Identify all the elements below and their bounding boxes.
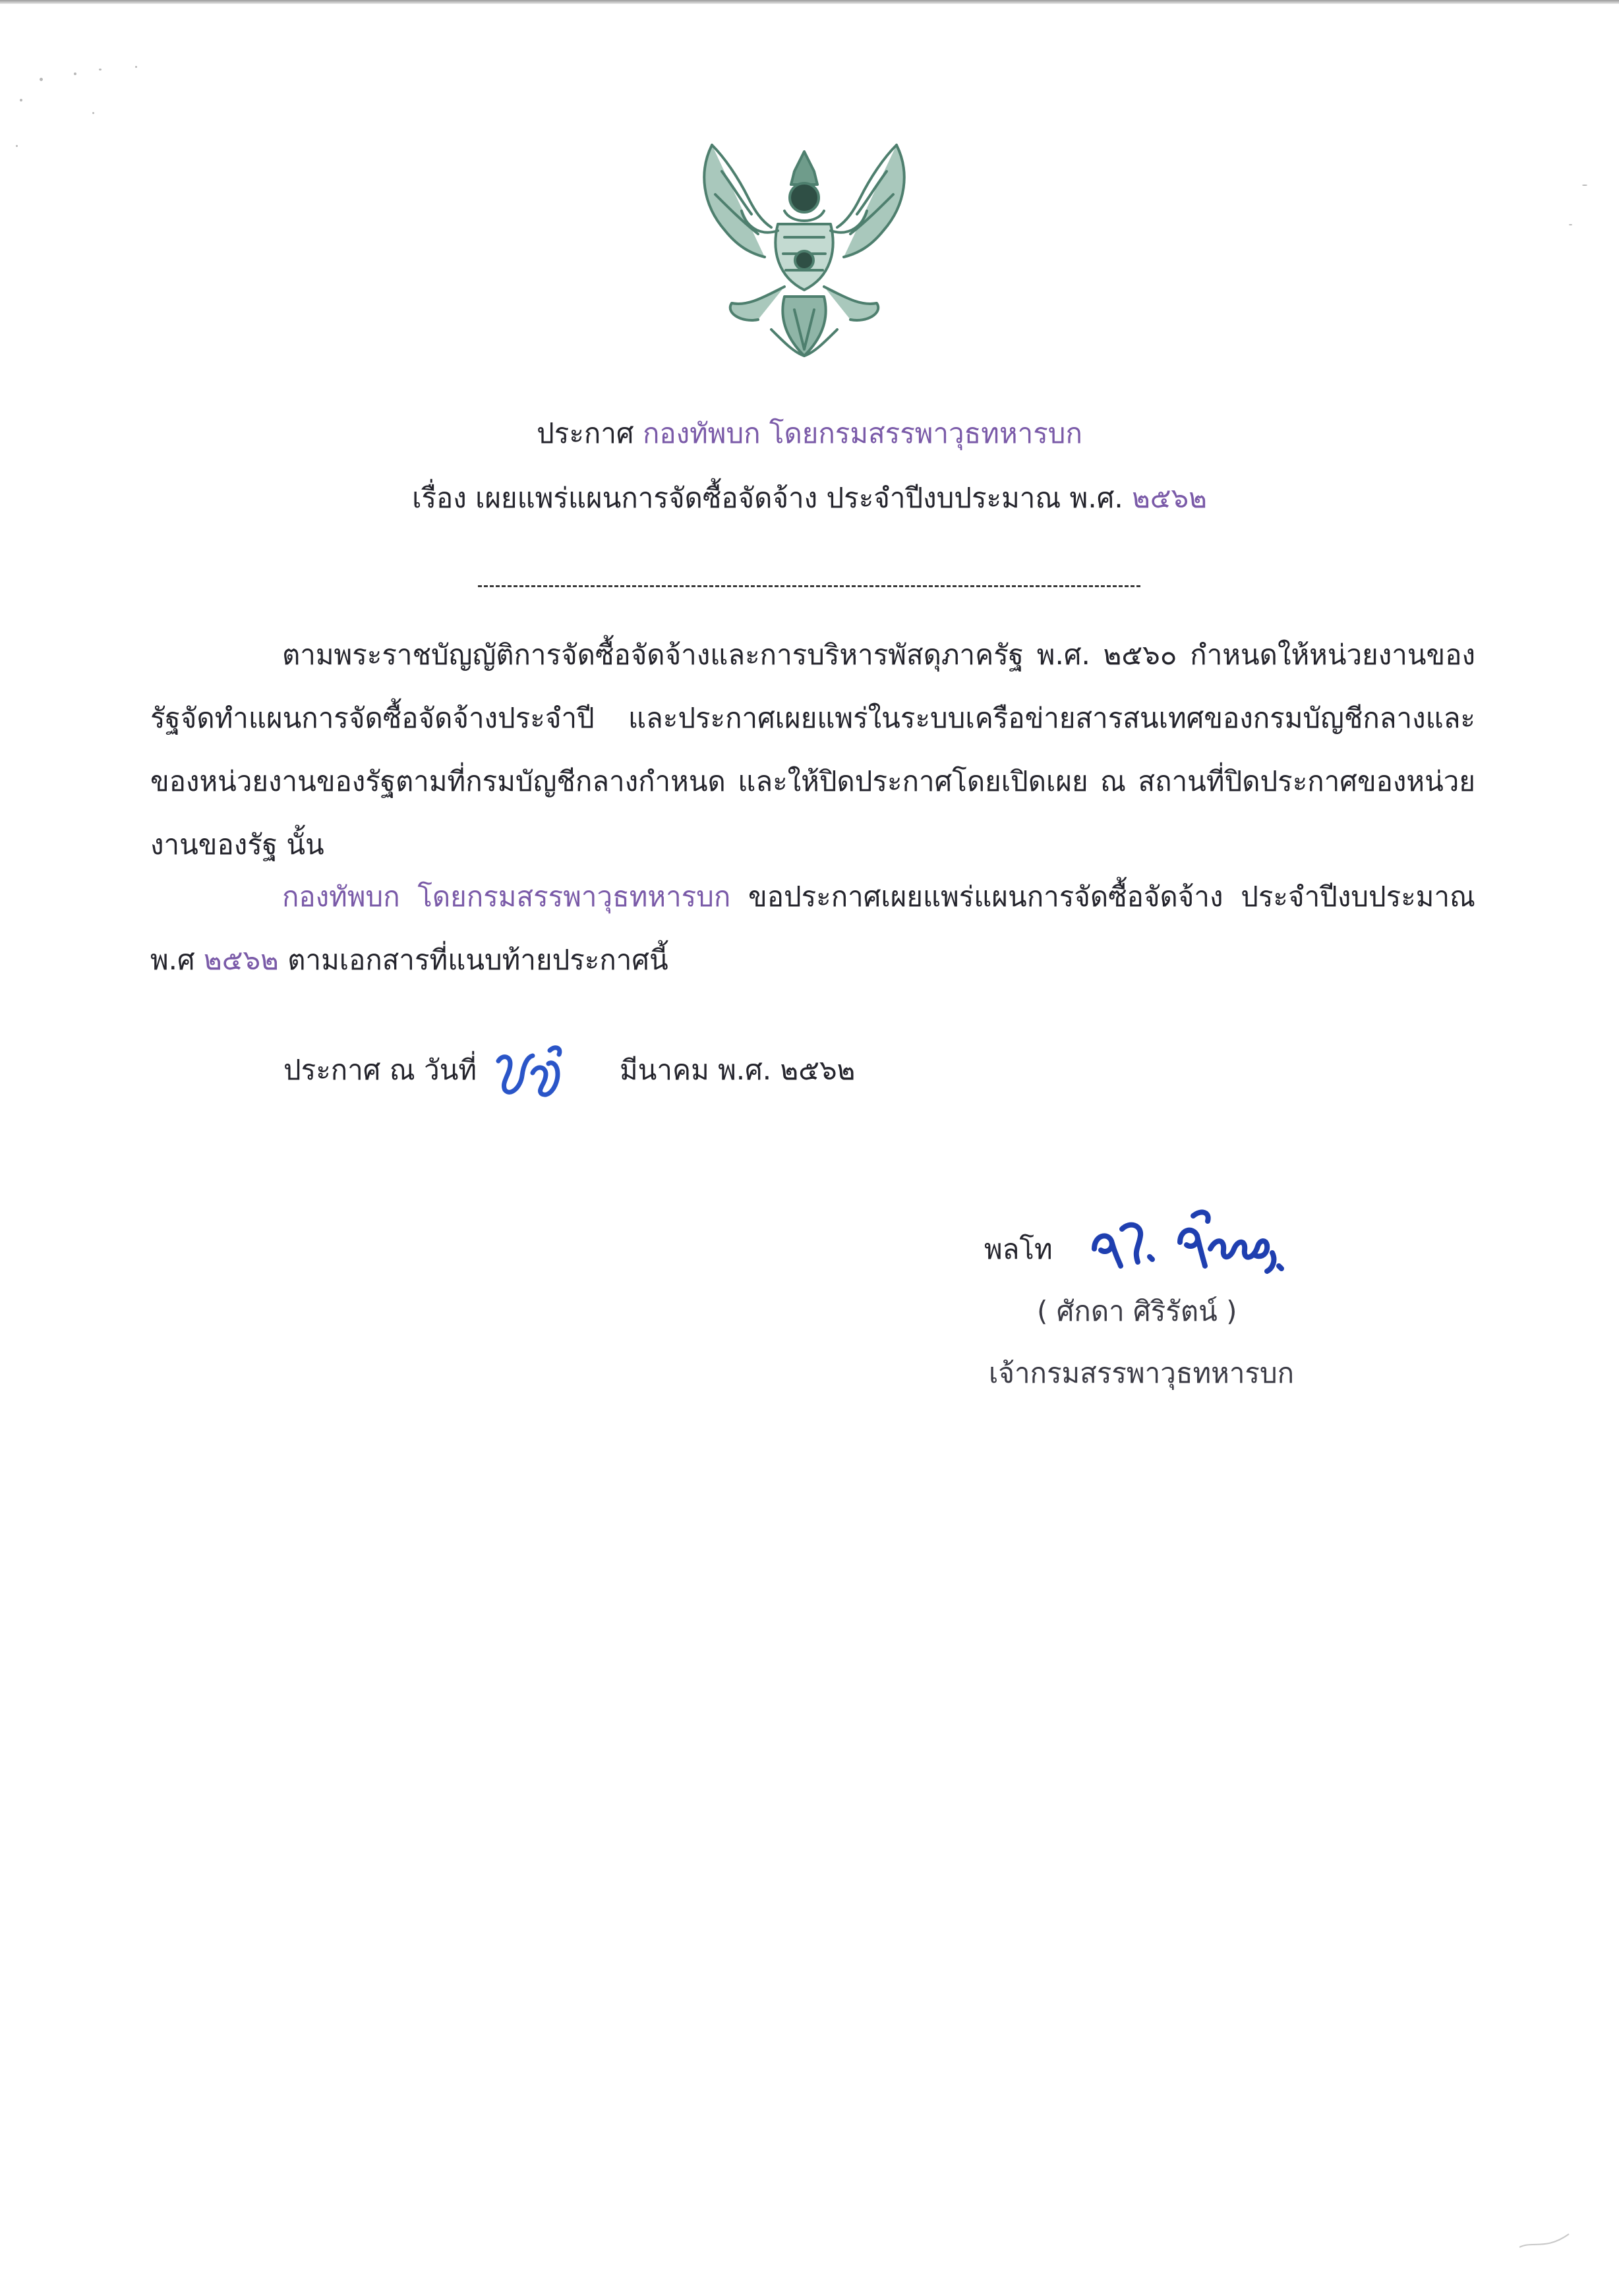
scan-speck — [99, 69, 102, 71]
scan-edge — [0, 0, 1619, 4]
garuda-emblem-icon — [686, 132, 923, 369]
signatory-position: เจ้ากรมสรรพาวุธทหารบก — [989, 1357, 1295, 1389]
date-month-year — [620, 1052, 855, 1089]
signatory-rank: พลโท — [984, 1233, 1053, 1265]
paragraph-2-text: ขอประกาศเผยแพร่แผนการจัดซื้อจัดจ้าง ประจำปีงบประมาณ พ.ศ — [150, 880, 1476, 976]
body-paragraph-1: ตามพระราชบัญญัติการจัดซื้อจัดจ้างและการบริหารพัสดุภาครัฐ พ.ศ. ๒๕๖๐ กำหนดให้หน่วยงานของรัฐจัดทำแผนการจัดซื้อจัดจ้างประจำปี และประกาศเผยแพร่ในระบบเครือข่ายสารสนเทศของกรมบัญชีกลางและของหน่วยงานของรัฐตามที่กรมบัญชีกลางกำหนด และให้ปิดประกาศโดยเปิดเผย ณ สถานที่ปิดประกาศของหน่วยงานของรัฐ นั้น — [150, 639, 1475, 861]
handwritten-signature — [1081, 1203, 1299, 1275]
heading-organization: กองทัพบก โดยกรมสรรพาวุธทหารบก — [642, 417, 1082, 449]
scan-speck — [74, 72, 76, 75]
paragraph-2-organization: กองทัพบก โดยกรมสรรพาวุธทหารบก — [282, 880, 731, 913]
scan-speck — [1582, 185, 1587, 186]
subject-year: ๒๕๖๒ — [1132, 482, 1207, 514]
month-year-text: มีนาคม พ.ศ. ๒๕๖๒ — [620, 1054, 856, 1086]
scan-mark — [1516, 2227, 1575, 2254]
handwritten-day — [493, 1041, 566, 1101]
dashed-divider — [478, 585, 1140, 587]
paragraph-2-tail: ตามเอกสารที่แนบท้ายประกาศนี้ — [278, 944, 668, 976]
scan-speck — [20, 99, 22, 101]
paragraph-2-year: ๒๕๖๒ — [204, 944, 279, 976]
subject-text: เรื่อง เผยแพร่แผนการจัดซื้อจัดจ้าง ประจำปีงบประมาณ พ.ศ. — [412, 482, 1123, 514]
body-paragraph-2 — [150, 865, 1475, 992]
heading-prefix: ประกาศ — [537, 417, 634, 449]
scan-speck — [40, 78, 43, 81]
scan-speck — [92, 112, 94, 114]
signatory-name: ( ศักดา ศิริรัตน์ ) — [1037, 1295, 1237, 1327]
scan-speck — [16, 145, 18, 147]
announcement-heading — [0, 415, 1619, 452]
announcement-subject — [0, 480, 1619, 517]
scan-speck — [1569, 224, 1572, 225]
date-prefix: ประกาศ ณ วันที่ — [283, 1054, 477, 1086]
scan-speck — [135, 66, 137, 68]
